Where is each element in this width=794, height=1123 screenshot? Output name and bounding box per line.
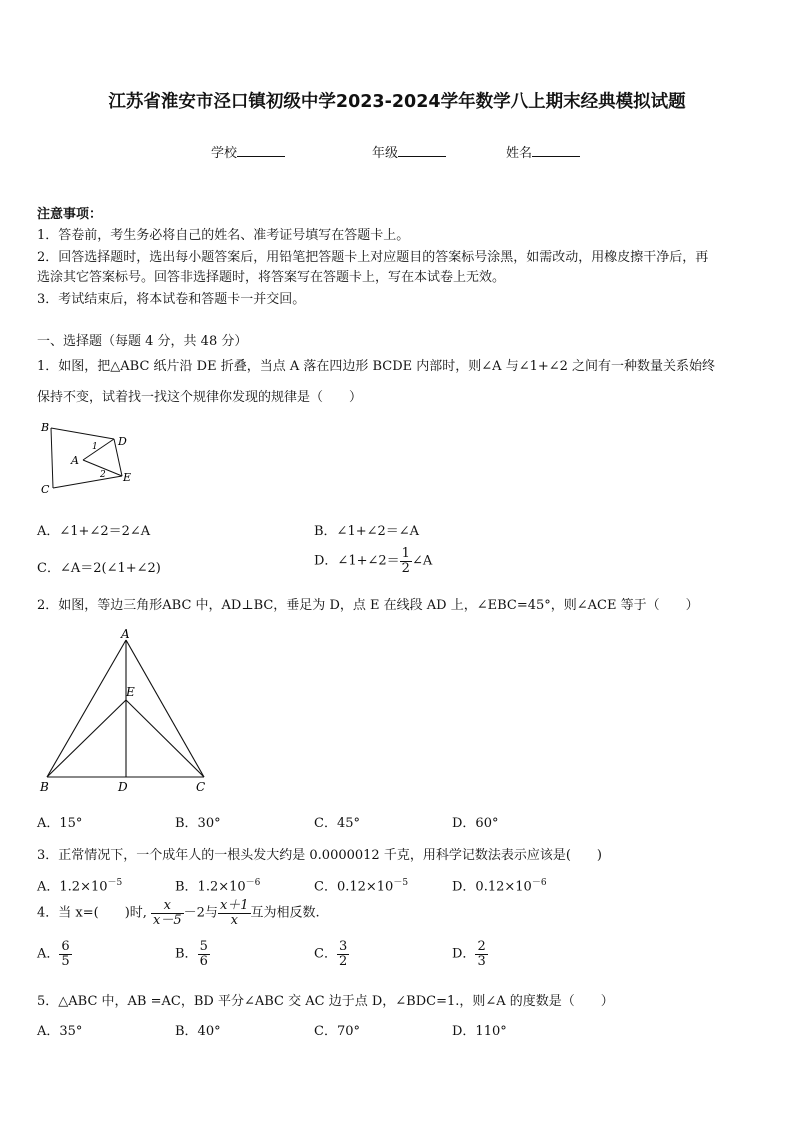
notice-heading: 注意事项： [37, 207, 103, 222]
q1-option-b: B．∠1+∠2＝∠A [314, 524, 420, 539]
q4-option-d [452, 940, 488, 968]
q3-option-b [175, 875, 260, 894]
q4-option-a-fraction [59, 940, 71, 968]
q3-option-a-exponent: －5 [107, 878, 123, 888]
notice-item-2-line-1: 2．回答选择题时，选出每小题答案后，用铅笔把答题卡上对应题目的答案标号涂黑，如需改动，用橡皮擦干净后，再 [37, 250, 709, 265]
q4-option-b-denominator: 6 [199, 953, 208, 969]
q1-option-d-denominator: 2 [401, 560, 410, 576]
q3-option-c-exponent: －5 [393, 878, 409, 888]
q1-option-d-numerator: 1 [401, 546, 410, 561]
q1-fold-da [83, 439, 114, 460]
q4-option-b-fraction [198, 940, 210, 968]
q2-edge-ac [126, 640, 204, 777]
q4-fraction-2-numerator: x＋1 [219, 898, 249, 913]
q4-option-a-numerator: 6 [61, 939, 70, 954]
q2-segment-be [47, 700, 126, 777]
q1-text-line-1: 1．如图，把△ABC 纸片沿 DE 折叠，当点 A 落在四边形 BCDE 内部时，则∠A 与∠1+∠2 之间有一种数量关系始终 [37, 359, 716, 374]
q3-option-b-exponent: －6 [245, 878, 261, 888]
q2-label-c: C [196, 780, 206, 794]
school-label: 学校 [211, 146, 238, 161]
q4-prefix: 4．当 x=( )时, [37, 905, 147, 921]
section-heading: 一、选择题（每题 4 分，共 48 分） [37, 334, 248, 349]
q1-text-line-2: 保持不变，试着找一找这个规律你发现的规律是（ ） [37, 390, 363, 405]
q4-fraction-2-denominator: x [218, 913, 251, 928]
q5-option-d: D．110° [452, 1024, 507, 1039]
q1-label-d: D [118, 435, 127, 448]
q4-option-d-label: D． [452, 946, 476, 962]
q2-figure [36, 625, 216, 797]
name-blank [532, 143, 580, 157]
q1-option-c: C．∠A＝2(∠1+∠2) [37, 561, 161, 576]
q2-edge-ab [47, 640, 126, 777]
q4-option-a [37, 940, 72, 968]
q4-option-b-numerator: 5 [199, 939, 208, 954]
q3-option-c-base: C．0.12×10 [314, 879, 394, 895]
q2-label-a: A [121, 627, 130, 641]
q1-edge-bd [51, 428, 114, 439]
q4-text [37, 899, 320, 927]
q1-option-d-prefix: D．∠1+∠2＝ [314, 553, 400, 569]
q3-option-b-base: B．1.2×10 [175, 879, 246, 895]
q4-middle: －2与 [183, 905, 218, 921]
q3-option-d [452, 875, 547, 894]
q4-fraction-1-denominator: x－5 [153, 912, 182, 928]
q5-option-c: C．70° [314, 1024, 360, 1039]
q2-option-b: B．30° [175, 816, 221, 831]
q1-label-angle-1: 1 [92, 442, 98, 452]
q2-label-e: E [126, 685, 135, 699]
q3-text: 3．正常情况下，一个成年人的一根头发大约是 0.0000012 千克，用科学记数法表示应该是( ) [37, 848, 602, 863]
q4-option-a-denominator: 5 [61, 953, 70, 969]
page-title: 江苏省淮安市泾口镇初级中学2023-2024学年数学八上期末经典模拟试题 [108, 92, 686, 112]
q3-option-c [314, 875, 408, 894]
q1-option-d-fraction [400, 547, 412, 575]
q1-label-a: A [71, 454, 79, 467]
name-field [506, 142, 580, 161]
q4-option-c-label: C． [314, 946, 337, 962]
q4-option-c-fraction [337, 940, 349, 968]
q4-option-c [314, 940, 349, 968]
q1-label-e: E [123, 471, 132, 484]
q4-option-d-fraction [475, 940, 487, 968]
q5-option-a: A．35° [37, 1024, 83, 1039]
q3-option-a [37, 875, 122, 894]
grade-blank [398, 143, 446, 157]
q2-label-b: B [40, 780, 49, 794]
q4-option-a-label: A． [37, 946, 60, 962]
q4-fraction-2 [218, 899, 251, 927]
q3-option-d-base: D．0.12×10 [452, 879, 532, 895]
q4-option-c-denominator: 2 [338, 953, 348, 969]
q4-option-b-label: B． [175, 946, 198, 962]
q4-option-d-denominator: 3 [477, 953, 486, 969]
q5-text: 5．△ABC 中，AB =AC，BD 平分∠ABC 交 AC 边于点 D，∠BDC=1.，则∠A 的度数是（ ） [37, 994, 614, 1009]
q2-label-d: D [118, 780, 128, 794]
q1-option-d [314, 547, 432, 575]
q1-option-d-suffix: ∠A [411, 553, 433, 569]
school-blank [237, 143, 285, 157]
notice-item-3: 3．考试结束后，将本试卷和答题卡一并交回。 [37, 292, 306, 307]
q2-option-c: C．45° [314, 816, 360, 831]
q2-text: 2．如图，等边三角形ABC 中，AD⊥BC，垂足为 D，点 E 在线段 AD 上，∠EBC=45°，则∠ACE 等于（ ） [37, 598, 699, 613]
q4-suffix: 互为相反数. [250, 905, 320, 921]
q1-edge-ce [53, 476, 122, 488]
q4-option-c-numerator: 3 [338, 939, 348, 954]
q1-label-angle-2: 2 [100, 470, 106, 480]
q2-option-d: D．60° [452, 816, 499, 831]
q1-edge-bc [51, 428, 53, 488]
q3-option-a-base: A．1.2×10 [37, 879, 108, 895]
notice-item-1: 1．答卷前，考生务必将自己的姓名、准考证号填写在答题卡上。 [37, 228, 410, 243]
q1-option-a: A．∠1+∠2＝2∠A [37, 524, 151, 539]
q2-segment-ec [126, 700, 204, 777]
q1-label-c: C [41, 483, 50, 496]
school-field [211, 142, 285, 161]
q4-option-b [175, 940, 210, 968]
q3-option-d-exponent: －6 [531, 878, 547, 888]
grade-label: 年级 [372, 146, 399, 161]
notice-item-2-line-2: 选涂其它答案标号。回答非选择题时，将答案写在答题卡上，写在本试卷上无效。 [37, 270, 506, 285]
q4-fraction-1 [151, 899, 184, 927]
q5-option-b: B．40° [175, 1024, 221, 1039]
q1-figure [36, 418, 136, 500]
q1-label-b: B [41, 421, 50, 434]
grade-field [372, 142, 446, 161]
name-label: 姓名 [506, 146, 533, 161]
q4-fraction-1-numerator: x [163, 898, 172, 913]
q4-option-d-numerator: 2 [477, 939, 486, 954]
q2-option-a: A．15° [37, 816, 83, 831]
